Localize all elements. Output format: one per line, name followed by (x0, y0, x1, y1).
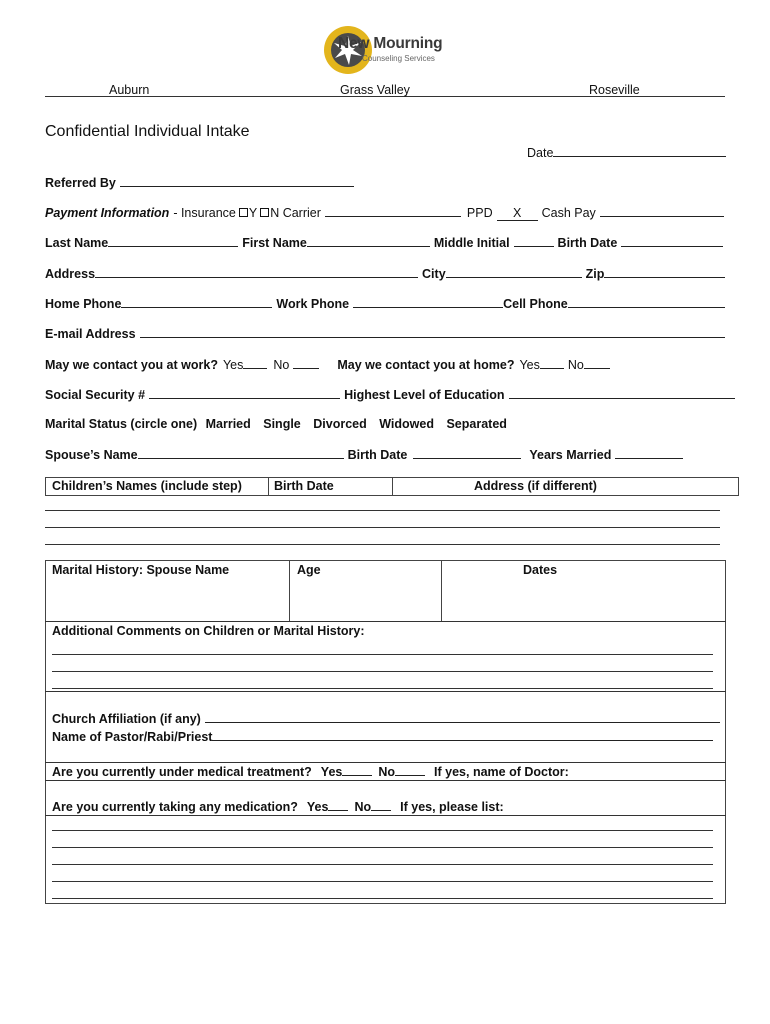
referred-by-field[interactable] (120, 175, 354, 187)
medication-line-3[interactable] (52, 864, 713, 865)
medication-line-2[interactable] (52, 847, 713, 848)
medication-line-5[interactable] (52, 898, 713, 899)
medical-no-field[interactable] (395, 764, 425, 776)
zip-field[interactable] (604, 266, 725, 278)
children-address-header: Address (if different) (474, 479, 597, 493)
carrier-field[interactable] (325, 205, 461, 217)
location-auburn: Auburn (109, 83, 150, 97)
middle-initial-label: Middle Initial (433, 236, 510, 250)
contact-work-no-label: No (273, 358, 290, 372)
spouse-name-label: Spouse’s Name (45, 448, 138, 462)
contact-work-label: May we contact you at work? (45, 358, 218, 372)
comments-label: Additional Comments on Children or Marital History: (52, 624, 365, 638)
marital-option-married[interactable]: Married (205, 417, 251, 431)
marital-status-label: Marital Status (circle one) (45, 417, 198, 431)
contact-home-no-field[interactable] (584, 357, 610, 369)
work-phone-label: Work Phone (276, 297, 350, 311)
logo-name: New Mourning (338, 35, 443, 52)
pastor-name-label: Name of Pastor/Rabi/Priest (52, 730, 213, 744)
marital-option-separated[interactable]: Separated (446, 417, 507, 431)
medication-label: Are you currently taking any medication? (52, 800, 298, 814)
years-married-field[interactable] (615, 447, 683, 459)
church-affiliation-label: Church Affiliation (if any) (52, 712, 201, 726)
marital-option-divorced[interactable]: Divorced (313, 417, 367, 431)
first-name-field[interactable] (307, 235, 430, 247)
address-field[interactable] (95, 266, 418, 278)
ppd-mark: X (512, 206, 522, 220)
medical-no-label: No (378, 765, 396, 779)
medical-yes-field[interactable] (342, 764, 372, 776)
ppd-label: PPD (466, 206, 493, 220)
medication-line-4[interactable] (52, 881, 713, 882)
work-phone-field[interactable] (353, 296, 503, 308)
last-name-field[interactable] (108, 235, 238, 247)
children-names-header: Children’s Names (include step) (52, 479, 242, 493)
marital-option-single[interactable]: Single (263, 417, 301, 431)
medication-yes-label: Yes (306, 800, 329, 814)
cell-phone-field[interactable] (568, 296, 725, 308)
marital-history-age-header: Age (297, 563, 321, 577)
city-label: City (422, 267, 446, 281)
ppd-field[interactable] (497, 206, 538, 221)
insurance-yes-checkbox[interactable] (239, 208, 248, 217)
page-title: Confidential Individual Intake (45, 123, 250, 140)
first-name-label: First Name (242, 236, 307, 250)
logo-tagline: Counseling Services (362, 54, 435, 63)
children-line-2[interactable] (45, 527, 720, 528)
email-field[interactable] (140, 326, 725, 338)
location-grass-valley: Grass Valley (340, 83, 410, 97)
medical-yes-label: Yes (320, 765, 343, 779)
comments-line-3[interactable] (52, 688, 713, 689)
marital-option-widowed[interactable]: Widowed (379, 417, 434, 431)
spouse-birth-date-label: Birth Date (347, 448, 408, 462)
insurance-no-checkbox[interactable] (260, 208, 269, 217)
contact-work-yes-label: Yes (222, 358, 244, 372)
spouse-birth-date-field[interactable] (413, 447, 521, 459)
contact-home-yes-field[interactable] (540, 357, 564, 369)
church-affiliation-field[interactable] (205, 711, 720, 723)
email-label: E-mail Address (45, 327, 136, 341)
insurance-carrier-label: N Carrier (270, 206, 321, 220)
marital-history-dates-header: Dates (523, 563, 558, 577)
children-line-1[interactable] (45, 510, 720, 511)
home-phone-field[interactable] (121, 296, 272, 308)
comments-line-1[interactable] (52, 654, 713, 655)
marital-history-header: Marital History: Spouse Name (52, 563, 230, 577)
medication-yes-field[interactable] (328, 799, 348, 811)
medical-treatment-label: Are you currently under medical treatment? (52, 765, 312, 779)
address-label: Address (45, 267, 96, 281)
medication-no-field[interactable] (371, 799, 391, 811)
middle-initial-field[interactable] (514, 235, 554, 247)
spouse-name-field[interactable] (138, 447, 344, 459)
contact-home-yes-label: Yes (519, 358, 540, 372)
date-label: Date (527, 146, 554, 160)
comments-line-2[interactable] (52, 671, 713, 672)
years-married-label: Years Married (529, 448, 612, 462)
birth-date-field[interactable] (621, 235, 723, 247)
ssn-label: Social Security # (45, 388, 146, 402)
contact-work-yes-field[interactable] (243, 357, 267, 369)
medication-list-label: If yes, please list: (400, 800, 504, 814)
children-line-3[interactable] (45, 544, 720, 545)
insurance-label: - Insurance (173, 206, 236, 220)
education-field[interactable] (509, 387, 735, 399)
medication-line-1[interactable] (52, 830, 713, 831)
cash-pay-label: Cash Pay (541, 206, 596, 220)
contact-work-no-field[interactable] (293, 357, 319, 369)
medication-no-label: No (354, 800, 372, 814)
cash-pay-field[interactable] (600, 205, 724, 217)
pastor-name-field[interactable] (212, 729, 713, 741)
location-roseville: Roseville (589, 83, 640, 97)
referred-by-label: Referred By (45, 176, 116, 190)
children-birth-date-header: Birth Date (274, 479, 334, 493)
contact-home-no-label: No (567, 358, 584, 372)
home-phone-label: Home Phone (45, 297, 122, 311)
education-label: Highest Level of Education (344, 388, 505, 402)
doctor-name-label: If yes, name of Doctor: (434, 765, 569, 779)
insurance-yes-label: Y (248, 206, 258, 220)
date-field[interactable] (553, 145, 726, 157)
logo (322, 24, 452, 76)
birth-date-label: Birth Date (557, 236, 618, 250)
ssn-field[interactable] (149, 387, 340, 399)
zip-label: Zip (585, 267, 605, 281)
payment-label: Payment Information (45, 206, 170, 220)
city-field[interactable] (446, 266, 582, 278)
last-name-label: Last Name (45, 236, 109, 250)
cell-phone-label: Cell Phone (503, 297, 568, 311)
contact-home-label: May we contact you at home? (337, 358, 515, 372)
